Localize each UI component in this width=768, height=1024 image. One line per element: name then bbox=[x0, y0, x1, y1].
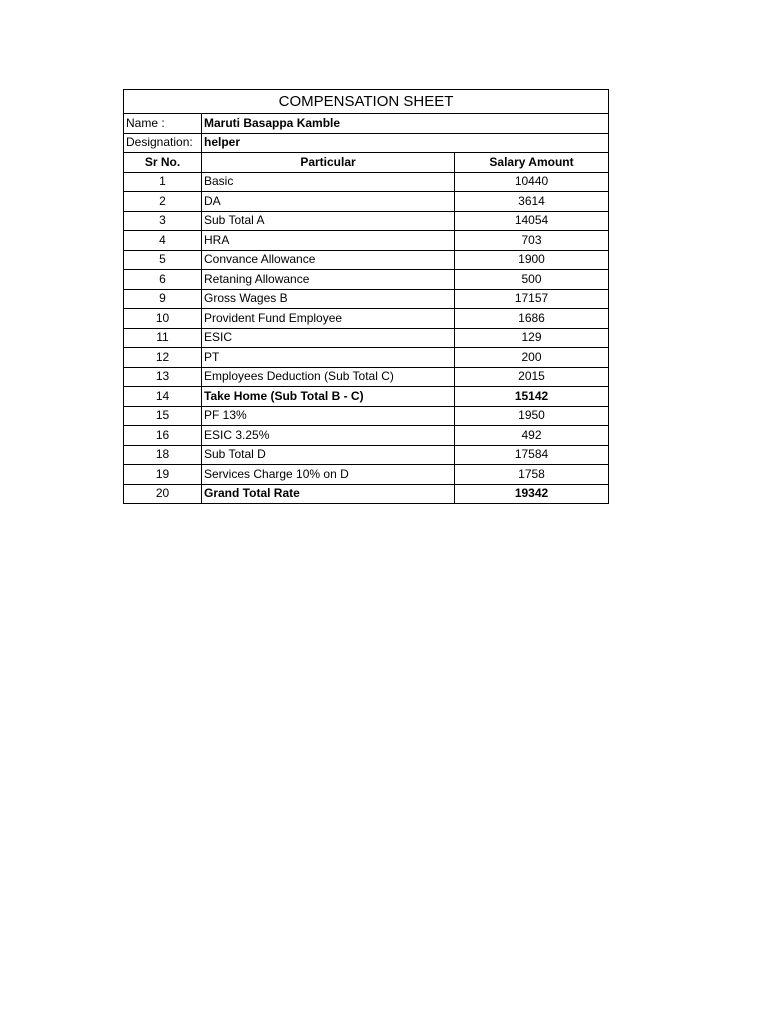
table-row bbox=[124, 211, 609, 231]
row-amount: 703 bbox=[455, 231, 609, 251]
row-particular: Provident Fund Employee bbox=[202, 309, 455, 329]
row-amount: 200 bbox=[455, 348, 609, 368]
row-particular: Grand Total Rate bbox=[202, 484, 455, 504]
name-value: Maruti Basappa Kamble bbox=[202, 114, 609, 134]
row-particular: Gross Wages B bbox=[202, 289, 455, 309]
table-row bbox=[124, 192, 609, 212]
header-sr-no: Sr No. bbox=[124, 153, 202, 173]
row-sr-no: 9 bbox=[124, 289, 202, 309]
row-amount: 14054 bbox=[455, 211, 609, 231]
row-sr-no: 11 bbox=[124, 328, 202, 348]
row-particular: Retaning Allowance bbox=[202, 270, 455, 290]
row-amount: 3614 bbox=[455, 192, 609, 212]
header-particular: Particular bbox=[202, 153, 455, 173]
row-particular: Services Charge 10% on D bbox=[202, 465, 455, 485]
designation-label: Designation: bbox=[124, 133, 202, 153]
table-row bbox=[124, 367, 609, 387]
row-sr-no: 14 bbox=[124, 387, 202, 407]
row-sr-no: 10 bbox=[124, 309, 202, 329]
table-row bbox=[124, 348, 609, 368]
row-particular: PF 13% bbox=[202, 406, 455, 426]
header-amount: Salary Amount bbox=[455, 153, 609, 173]
row-amount: 15142 bbox=[455, 387, 609, 407]
row-particular: HRA bbox=[202, 231, 455, 251]
table-row bbox=[124, 309, 609, 329]
row-particular: Sub Total A bbox=[202, 211, 455, 231]
row-particular: DA bbox=[202, 192, 455, 212]
table-row bbox=[124, 426, 609, 446]
row-amount: 19342 bbox=[455, 484, 609, 504]
row-particular: Take Home (Sub Total B - C) bbox=[202, 387, 455, 407]
row-sr-no: 1 bbox=[124, 172, 202, 192]
designation-value: helper bbox=[202, 133, 609, 153]
row-sr-no: 13 bbox=[124, 367, 202, 387]
row-particular: ESIC bbox=[202, 328, 455, 348]
row-sr-no: 3 bbox=[124, 211, 202, 231]
row-amount: 1900 bbox=[455, 250, 609, 270]
compensation-table bbox=[123, 89, 609, 504]
sheet-title: COMPENSATION SHEET bbox=[124, 90, 609, 114]
table-row bbox=[124, 172, 609, 192]
table-row bbox=[124, 231, 609, 251]
title-row bbox=[124, 90, 609, 114]
row-particular: PT bbox=[202, 348, 455, 368]
row-sr-no: 18 bbox=[124, 445, 202, 465]
name-label: Name : bbox=[124, 114, 202, 134]
name-row bbox=[124, 114, 609, 134]
row-amount: 17157 bbox=[455, 289, 609, 309]
row-amount: 492 bbox=[455, 426, 609, 446]
row-sr-no: 19 bbox=[124, 465, 202, 485]
row-amount: 1950 bbox=[455, 406, 609, 426]
table-row bbox=[124, 484, 609, 504]
row-particular: Employees Deduction (Sub Total C) bbox=[202, 367, 455, 387]
row-particular: Basic bbox=[202, 172, 455, 192]
table-row bbox=[124, 387, 609, 407]
row-sr-no: 6 bbox=[124, 270, 202, 290]
row-amount: 1686 bbox=[455, 309, 609, 329]
row-sr-no: 2 bbox=[124, 192, 202, 212]
row-particular: Sub Total D bbox=[202, 445, 455, 465]
row-amount: 2015 bbox=[455, 367, 609, 387]
row-amount: 1758 bbox=[455, 465, 609, 485]
table-row bbox=[124, 445, 609, 465]
row-amount: 10440 bbox=[455, 172, 609, 192]
table-row bbox=[124, 406, 609, 426]
row-amount: 17584 bbox=[455, 445, 609, 465]
row-amount: 500 bbox=[455, 270, 609, 290]
compensation-sheet bbox=[123, 89, 608, 504]
row-sr-no: 20 bbox=[124, 484, 202, 504]
table-row bbox=[124, 289, 609, 309]
row-amount: 129 bbox=[455, 328, 609, 348]
table-row bbox=[124, 270, 609, 290]
row-particular: Convance Allowance bbox=[202, 250, 455, 270]
row-sr-no: 5 bbox=[124, 250, 202, 270]
designation-row bbox=[124, 133, 609, 153]
row-sr-no: 16 bbox=[124, 426, 202, 446]
row-sr-no: 15 bbox=[124, 406, 202, 426]
header-row bbox=[124, 153, 609, 173]
table-row bbox=[124, 250, 609, 270]
table-row bbox=[124, 465, 609, 485]
table-row bbox=[124, 328, 609, 348]
row-particular: ESIC 3.25% bbox=[202, 426, 455, 446]
row-sr-no: 4 bbox=[124, 231, 202, 251]
row-sr-no: 12 bbox=[124, 348, 202, 368]
